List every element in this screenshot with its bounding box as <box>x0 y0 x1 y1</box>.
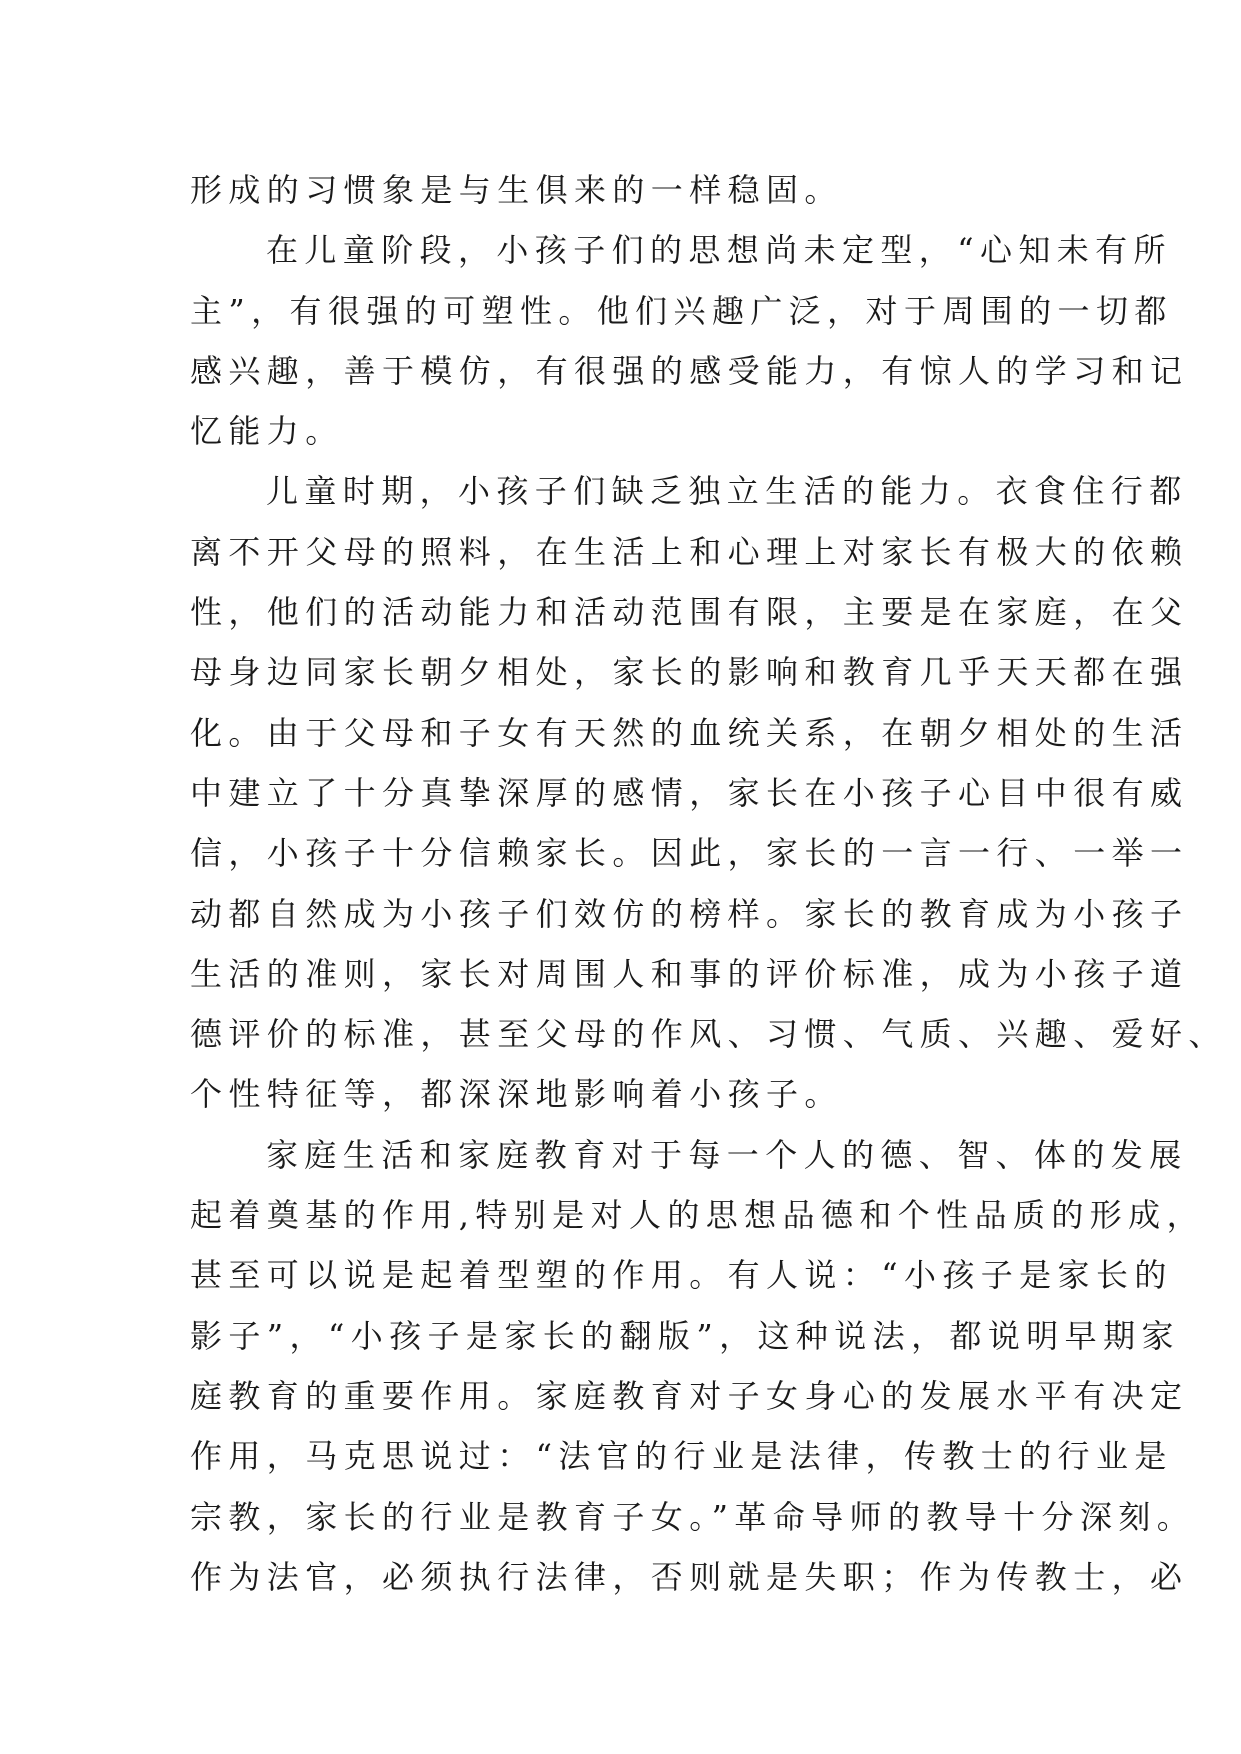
text-line: 动都自然成为小孩子们效仿的榜样。家长的教育成为小孩子 <box>190 894 1189 933</box>
text-line: 主”，有很强的可塑性。他们兴趣广泛，对于周围的一切都 <box>190 291 1173 330</box>
text-line: 离不开父母的照料，在生活上和心理上对家长有极大的依赖 <box>190 532 1189 571</box>
text-line: 母身边同家长朝夕相处，家长的影响和教育几乎天天都在强 <box>190 653 1189 692</box>
text-line: 个性特征等，都深深地影响着小孩子。 <box>190 1075 843 1114</box>
text-line: 形成的习惯象是与生俱来的一样稳固。 <box>190 171 843 209</box>
text-line: 感兴趣，善于模仿，有很强的感受能力，有惊人的学习和记 <box>190 351 1189 390</box>
text-line: 中建立了十分真挚深厚的感情，家长在小孩子心目中很有威 <box>190 773 1189 812</box>
text-line: 儿童时期，小孩子们缺乏独立生活的能力。衣食住行都 <box>266 472 1188 511</box>
text-line: 宗教，家长的行业是教育子女。”革命导师的教导十分深刻。 <box>190 1497 1196 1536</box>
text-line: 庭教育的重要作用。家庭教育对子女身心的发展水平有决定 <box>190 1376 1189 1415</box>
text-line: 在儿童阶段，小孩子们的思想尚未定型，“心知未有所 <box>266 231 1172 270</box>
text-line: 甚至可以说是起着型塑的作用。有人说：“小孩子是家长的 <box>190 1256 1173 1295</box>
text-line: 作用，马克思说过：“法官的行业是法律，传教士的行业是 <box>190 1437 1173 1476</box>
text-line: 生活的准则，家长对周围人和事的评价标准，成为小孩子道 <box>190 954 1189 993</box>
text-line: 性，他们的活动能力和活动范围有限，主要是在家庭，在父 <box>190 593 1189 632</box>
text-line: 起着奠基的作用,特别是对人的思想品德和个性品质的形成， <box>190 1196 1205 1235</box>
text-line: 信，小孩子十分信赖家长。因此，家长的一言一行、一举一 <box>190 834 1189 873</box>
text-line: 德评价的标准，甚至父母的作风、习惯、气质、兴趣、爱好、 <box>190 1015 1227 1054</box>
text-line: 影子”，“小孩子是家长的翻版”，这种说法，都说明早期家 <box>190 1316 1180 1355</box>
text-line: 作为法官，必须执行法律，否则就是失职；作为传教士，必 <box>190 1557 1189 1596</box>
text-line: 化。由于父母和子女有天然的血统关系，在朝夕相处的生活 <box>190 713 1189 752</box>
body-text <box>190 160 1227 1607</box>
text-line: 忆能力。 <box>190 412 344 451</box>
text-line: 家庭生活和家庭教育对于每一个人的德、智、体的发展 <box>266 1135 1188 1174</box>
